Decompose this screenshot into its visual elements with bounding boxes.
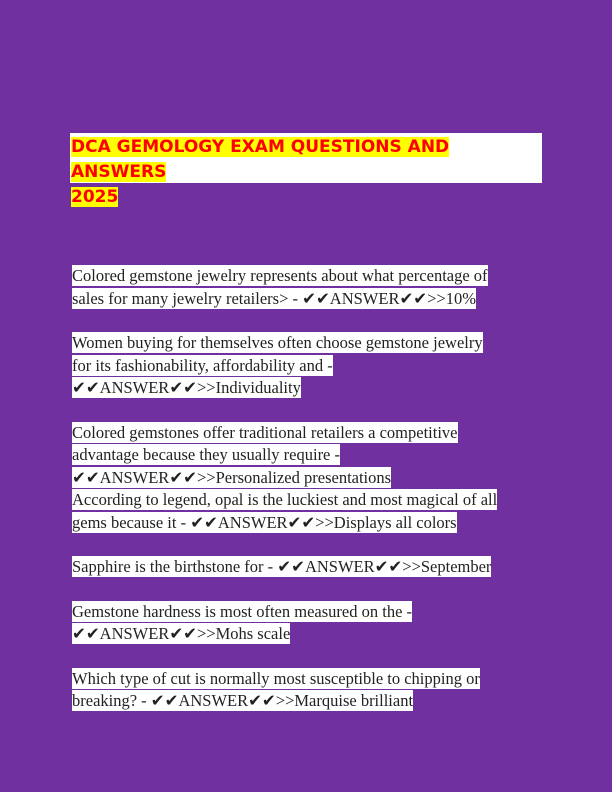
qa-text: sales for many jewelry retailers> - ✔✔ANSWER✔✔>>10% bbox=[72, 288, 476, 308]
title-line-1: DCA GEMOLOGY EXAM QUESTIONS AND ANSWERS bbox=[71, 137, 450, 182]
qa-text: Colored gemstone jewelry represents about what percentage of bbox=[72, 266, 488, 285]
qa-text: ✔✔ANSWER✔✔>>Personalized presentations bbox=[72, 467, 392, 487]
qa-item-2 bbox=[72, 332, 544, 400]
document-title bbox=[71, 135, 541, 210]
qa-text: ✔✔ANSWER✔✔>>Mohs scale bbox=[72, 624, 291, 643]
qa-text: Gemstone hardness is most often measured on the - bbox=[72, 601, 413, 621]
qa-text: ✔✔ANSWER✔✔>>Individuality bbox=[72, 378, 301, 397]
qa-text: for its fashionability, affordability and - bbox=[72, 355, 333, 375]
qa-text: Women buying for themselves often choose gemstone jewelry bbox=[72, 333, 483, 352]
qa-text: Colored gemstones offer traditional retailers a competitive bbox=[72, 422, 458, 442]
title-line-2: 2025 bbox=[71, 187, 119, 207]
qa-text: Sapphire is the birthstone for - ✔✔ANSWER✔✔>>September bbox=[72, 557, 492, 576]
qa-item-1 bbox=[72, 265, 544, 310]
qa-text: Which type of cut is normally most susceptible to chipping or bbox=[72, 668, 480, 688]
qa-text: advantage because they usually require - bbox=[72, 445, 341, 464]
qa-item-6 bbox=[72, 601, 544, 646]
qa-item-7 bbox=[72, 668, 544, 713]
qa-text: breaking? - ✔✔ANSWER✔✔>>Marquise brilliant bbox=[72, 691, 414, 710]
qa-item-3 bbox=[72, 422, 544, 490]
qa-item-5 bbox=[72, 556, 544, 579]
qa-list bbox=[72, 265, 544, 713]
qa-text: According to legend, opal is the luckiest and most magical of all bbox=[72, 490, 498, 509]
qa-item-4 bbox=[72, 489, 544, 534]
qa-text: gems because it - ✔✔ANSWER✔✔>>Displays all colors bbox=[72, 512, 457, 532]
